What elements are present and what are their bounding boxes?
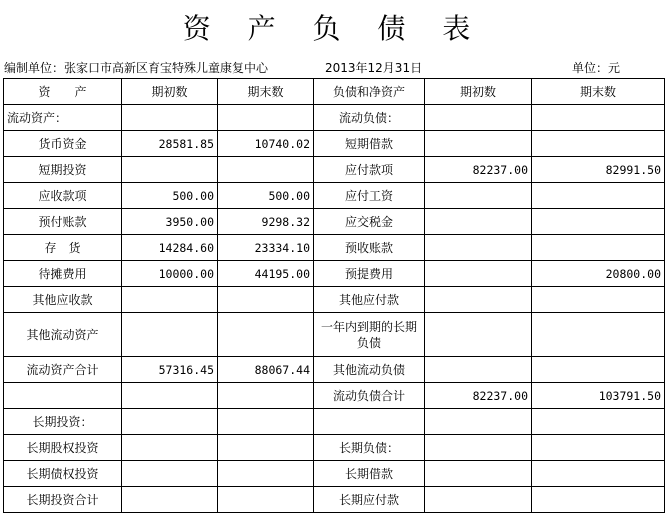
asset-closing-cell bbox=[218, 409, 314, 435]
asset-opening-cell bbox=[122, 409, 218, 435]
asset-name-cell: 流动资产合计 bbox=[4, 357, 122, 383]
asset-name-cell: 应收款项 bbox=[4, 183, 122, 209]
asset-opening-cell bbox=[122, 461, 218, 487]
liability-opening-cell bbox=[425, 435, 532, 461]
table-row bbox=[4, 461, 665, 487]
asset-opening-cell: 28581.85 bbox=[122, 131, 218, 157]
asset-name-cell: 长期债权投资 bbox=[4, 461, 122, 487]
liability-opening-cell bbox=[425, 287, 532, 313]
asset-closing-cell bbox=[218, 461, 314, 487]
asset-closing-cell: 9298.32 bbox=[218, 209, 314, 235]
table-row bbox=[4, 383, 665, 409]
liability-name-cell: 流动负债合计 bbox=[314, 383, 425, 409]
liability-opening-cell: 82237.00 bbox=[425, 157, 532, 183]
liability-name-cell: 其他流动负债 bbox=[314, 357, 425, 383]
asset-opening-cell: 14284.60 bbox=[122, 235, 218, 261]
asset-opening-cell bbox=[122, 383, 218, 409]
asset-name-cell: 长期投资合计 bbox=[4, 487, 122, 513]
asset-closing-cell bbox=[218, 313, 314, 357]
asset-name-cell: 存 货 bbox=[4, 235, 122, 261]
liability-name-cell: 应付工资 bbox=[314, 183, 425, 209]
asset-name-cell: 预付账款 bbox=[4, 209, 122, 235]
asset-name-cell: 其他应收款 bbox=[4, 287, 122, 313]
currency-unit: 单位：元 bbox=[572, 61, 621, 75]
liability-name-cell: 应付款项 bbox=[314, 157, 425, 183]
liability-closing-cell bbox=[532, 487, 665, 513]
liability-opening-cell: 82237.00 bbox=[425, 383, 532, 409]
table-row bbox=[4, 235, 665, 261]
liability-closing-cell: 82991.50 bbox=[532, 157, 665, 183]
asset-closing-cell: 88067.44 bbox=[218, 357, 314, 383]
liability-opening-cell bbox=[425, 235, 532, 261]
liability-closing-cell bbox=[532, 287, 665, 313]
liability-opening-cell bbox=[425, 357, 532, 383]
asset-opening-cell: 57316.45 bbox=[122, 357, 218, 383]
liability-closing-cell bbox=[532, 461, 665, 487]
liability-opening-cell bbox=[425, 487, 532, 513]
liability-opening-cell bbox=[425, 461, 532, 487]
table-row bbox=[4, 183, 665, 209]
asset-opening-cell bbox=[122, 105, 218, 131]
liability-closing-cell bbox=[532, 435, 665, 461]
liability-name-cell: 其他应付款 bbox=[314, 287, 425, 313]
liability-opening-cell bbox=[425, 261, 532, 287]
liability-name-cell: 短期借款 bbox=[314, 131, 425, 157]
asset-opening-cell bbox=[122, 157, 218, 183]
balance-sheet-table bbox=[3, 78, 665, 513]
asset-opening-cell: 3950.00 bbox=[122, 209, 218, 235]
asset-name-cell bbox=[4, 383, 122, 409]
report-title: 资 产 负 债 表 bbox=[182, 12, 485, 45]
asset-name-cell: 其他流动资产 bbox=[4, 313, 122, 357]
header-row bbox=[4, 79, 665, 105]
header-assets: 资 产 bbox=[4, 79, 122, 105]
header-closing-liabilities: 期末数 bbox=[532, 79, 665, 105]
asset-closing-cell: 44195.00 bbox=[218, 261, 314, 287]
liability-name-cell bbox=[314, 409, 425, 435]
liability-name-cell: 长期应付款 bbox=[314, 487, 425, 513]
asset-name-cell: 短期投资 bbox=[4, 157, 122, 183]
liability-closing-cell bbox=[532, 131, 665, 157]
liability-opening-cell bbox=[425, 131, 532, 157]
liability-name-cell: 长期负债： bbox=[314, 435, 425, 461]
liability-opening-cell bbox=[425, 105, 532, 131]
asset-closing-cell bbox=[218, 157, 314, 183]
asset-closing-cell bbox=[218, 487, 314, 513]
liability-closing-cell bbox=[532, 409, 665, 435]
table-row bbox=[4, 435, 665, 461]
report-date: 2013年12月31日 bbox=[325, 61, 423, 75]
table-row bbox=[4, 357, 665, 383]
table-row bbox=[4, 105, 665, 131]
asset-closing-cell bbox=[218, 287, 314, 313]
asset-opening-cell bbox=[122, 435, 218, 461]
table-row bbox=[4, 409, 665, 435]
liability-opening-cell bbox=[425, 313, 532, 357]
liability-name-cell: 预提费用 bbox=[314, 261, 425, 287]
liability-opening-cell bbox=[425, 409, 532, 435]
table-row bbox=[4, 487, 665, 513]
table-row bbox=[4, 287, 665, 313]
asset-closing-cell bbox=[218, 435, 314, 461]
reporting-unit: 编制单位：张家口市高新区育宝特殊儿童康复中心 bbox=[4, 61, 269, 75]
asset-closing-cell bbox=[218, 105, 314, 131]
header-liabilities: 负债和净资产 bbox=[314, 79, 425, 105]
liability-name-cell: 一年内到期的长期负债 bbox=[314, 313, 425, 357]
liability-name-cell: 流动负债： bbox=[314, 105, 425, 131]
liability-closing-cell bbox=[532, 235, 665, 261]
asset-name-cell: 长期投资： bbox=[4, 409, 122, 435]
asset-closing-cell: 10740.02 bbox=[218, 131, 314, 157]
asset-opening-cell: 10000.00 bbox=[122, 261, 218, 287]
liability-closing-cell bbox=[532, 183, 665, 209]
asset-closing-cell: 23334.10 bbox=[218, 235, 314, 261]
liability-name-cell: 应交税金 bbox=[314, 209, 425, 235]
liability-opening-cell bbox=[425, 183, 532, 209]
table-row bbox=[4, 261, 665, 287]
table-row bbox=[4, 209, 665, 235]
liability-closing-cell bbox=[532, 105, 665, 131]
header-opening-liabilities: 期初数 bbox=[425, 79, 532, 105]
asset-opening-cell bbox=[122, 313, 218, 357]
liability-closing-cell bbox=[532, 209, 665, 235]
liability-closing-cell bbox=[532, 357, 665, 383]
liability-opening-cell bbox=[425, 209, 532, 235]
asset-name-cell: 待摊费用 bbox=[4, 261, 122, 287]
asset-opening-cell bbox=[122, 487, 218, 513]
asset-name-cell: 长期股权投资 bbox=[4, 435, 122, 461]
asset-opening-cell bbox=[122, 287, 218, 313]
asset-opening-cell: 500.00 bbox=[122, 183, 218, 209]
table-row bbox=[4, 313, 665, 357]
report-meta bbox=[0, 58, 667, 78]
liability-closing-cell: 103791.50 bbox=[532, 383, 665, 409]
liability-name-cell: 预收账款 bbox=[314, 235, 425, 261]
header-opening-assets: 期初数 bbox=[122, 79, 218, 105]
asset-name-cell: 流动资产： bbox=[4, 105, 122, 131]
table-row bbox=[4, 131, 665, 157]
liability-name-cell: 长期借款 bbox=[314, 461, 425, 487]
table-row bbox=[4, 157, 665, 183]
header-closing-assets: 期末数 bbox=[218, 79, 314, 105]
asset-closing-cell bbox=[218, 383, 314, 409]
liability-closing-cell: 20800.00 bbox=[532, 261, 665, 287]
asset-closing-cell: 500.00 bbox=[218, 183, 314, 209]
liability-closing-cell bbox=[532, 313, 665, 357]
asset-name-cell: 货币资金 bbox=[4, 131, 122, 157]
